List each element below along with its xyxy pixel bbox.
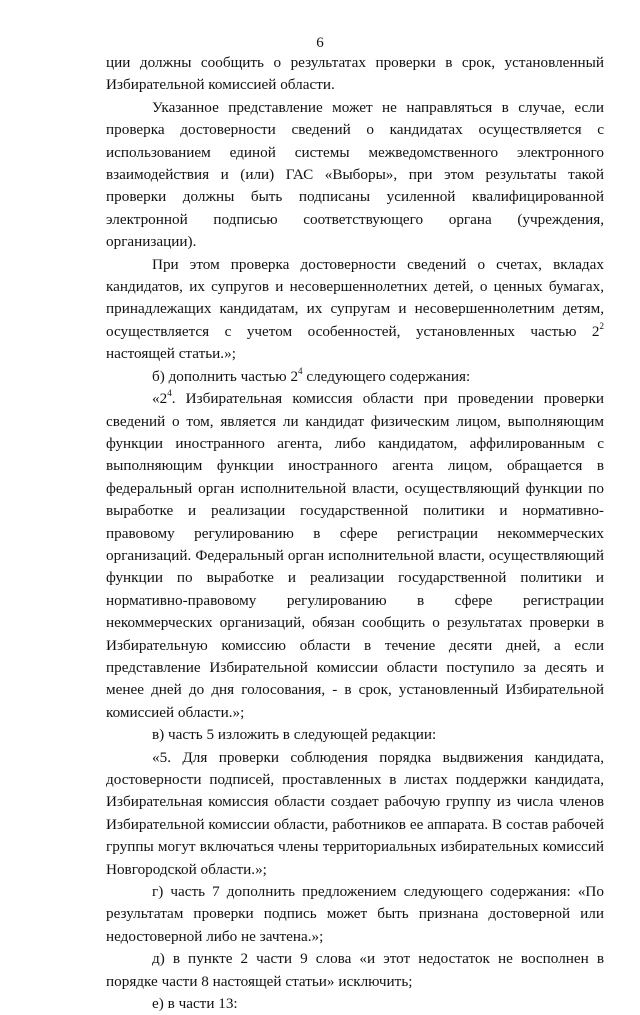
- paragraph-text: . Избирательная комиссия области при проведении проверки сведений о том, является ли кандидат физическим лицом, выполняющим функции иностранного агента, либо кандидатом, аффилированным с выполняющим функции иностранного агента лицом, обращается в федеральный орган исполнительной власти, осуществляющий функции по выработке и реализации государственной политики и нормативно-правовому регулированию в сфере регистрации некоммерческих организаций. Федеральный орган исполнительной власти, осуществляющий функции по выработке и реализации государственной политики и нормативно-правовому регулированию в сфере регистрации некоммерческих организаций, обязан сообщить о результатах проверки в Избирательную комиссию области в течение десяти дней, а если представление Избирательной комиссии области поступило за десять и менее дней до дня голосования, - в срок, установленный Избирательной комиссией области.»;: [106, 390, 604, 721]
- page-number: 6: [316, 35, 324, 51]
- paragraph-part-2-4: [106, 388, 604, 724]
- paragraph-item-b: [106, 366, 604, 388]
- paragraph-text: б) дополнить частью 2: [152, 367, 299, 385]
- paragraph-text: следующего содержания:: [302, 367, 471, 385]
- paragraph-accounts-check: [106, 254, 604, 366]
- paragraph-part-5: «5. Для проверки соблюдения порядка выдвижения кандидата, достоверности подписей, проставленных в листах поддержки кандидата, Избирательная комиссия области создает рабочую группу из числа членов Избирательной комиссии области, работников ее аппарата. В состав рабочей группы могут включаться члены территориальных избирательных комиссий Новгородской области.»;: [106, 748, 604, 878]
- paragraph-item-v: в) часть 5 изложить в следующей редакции:: [152, 726, 437, 744]
- paragraph-item-e: е) в части 13:: [152, 995, 238, 1013]
- paragraph-continuation: ции должны сообщить о результатах проверки в срок, установленный Избирательной комиссией области.: [106, 54, 604, 94]
- paragraph-text: «2: [152, 390, 168, 408]
- paragraph-text: При этом проверка достоверности сведений о счетах, вкладах кандидатов, их супругов и несовершеннолетних детей, о ценных бумагах, принадлежащих кандидатам, их супругам и несовершеннолетним детям, осуществляется с учетом особенностей, установленных частью 2: [106, 255, 604, 340]
- paragraph-item-g: г) часть 7 дополнить предложением следующего содержания: «По результатам проверки подпись может быть признана достоверной или недостоверной либо не зачтена.»;: [106, 883, 604, 945]
- superscript: 2: [599, 320, 604, 331]
- superscript: 4: [298, 365, 303, 376]
- paragraph-text: настоящей статьи.»;: [106, 345, 236, 363]
- paragraph-representation-note: Указанное представление может не направляться в случае, если проверка достоверности сведений о кандидатах осуществляется с использованием единой системы межведомственного электронного взаимодействия и (или) ГАС «Выборы», при этом результаты такой проверки должны быть подписаны усиленной квалифицированной электронной подписью соответствующего органа (учреждения, организации).: [106, 98, 604, 251]
- document-body: [106, 52, 604, 1015]
- superscript: 4: [167, 388, 172, 399]
- paragraph-item-d: д) в пункте 2 части 9 слова «и этот недостаток не восполнен в порядке части 8 настоящей статьи» исключить;: [106, 950, 604, 990]
